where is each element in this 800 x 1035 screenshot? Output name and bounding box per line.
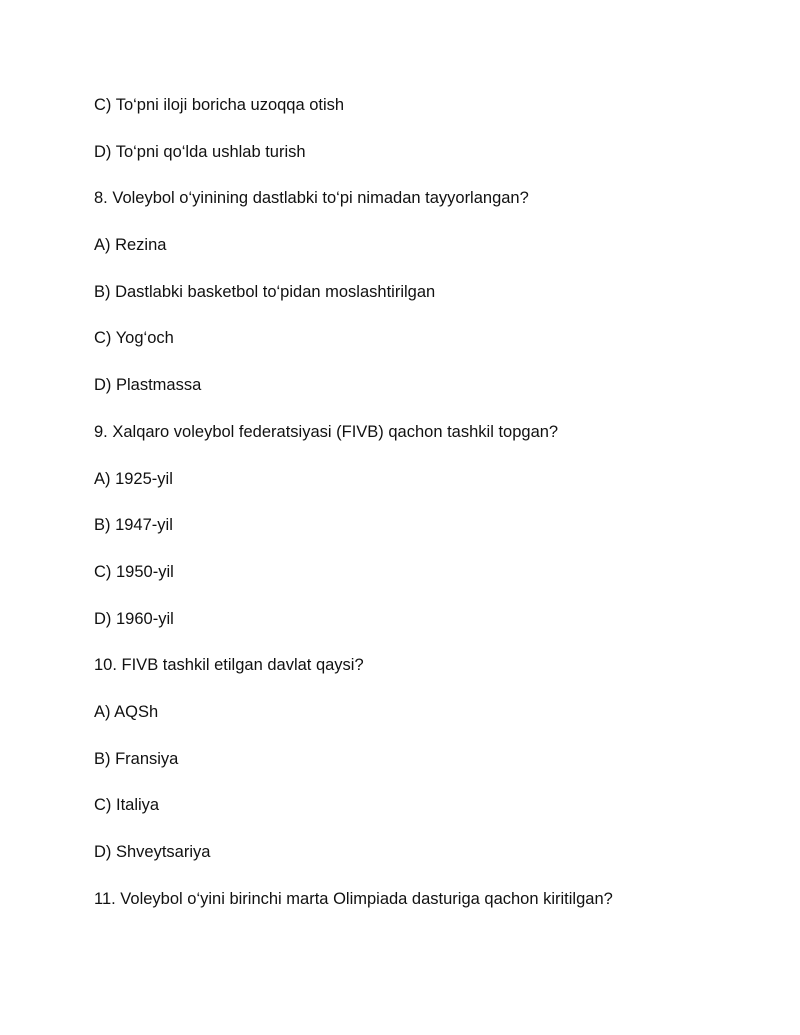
answer-option-8b: B) Dastlabki basketbol to‘pidan moslashtirilgan [94, 282, 436, 301]
question-11: 11. Voleybol o‘yini birinchi marta Olimpiada dasturiga qachon kiritilgan? [94, 889, 613, 908]
answer-option-9c: C) 1950-yil [94, 562, 174, 581]
quiz-text [94, 93, 774, 933]
question-9: 9. Xalqaro voleybol federatsiyasi (FIVB) qachon tashkil topgan? [94, 422, 559, 441]
answer-option-8a: A) Rezina [94, 236, 167, 255]
answer-option-7c: C) To‘pni iloji boricha uzoqqa otish [94, 96, 345, 114]
answer-option-7d: D) To‘pni qo‘lda ushlab turish [94, 142, 306, 161]
answer-option-10c: C) Italiya [94, 796, 160, 815]
answer-option-8d: D) Plastmassa [94, 376, 202, 395]
answer-option-9b: B) 1947-yil [94, 516, 173, 535]
answer-option-10a: A) AQSh [94, 702, 159, 721]
answer-option-10d: D) Shveytsariya [94, 843, 211, 861]
answer-option-10b: B) Fransiya [94, 749, 179, 768]
question-10: 10. FIVB tashkil etilgan davlat qaysi? [94, 656, 364, 675]
question-8: 8. Voleybol o‘yinining dastlabki to‘pi nimadan tayyorlangan? [94, 189, 529, 208]
answer-option-9d: D) 1960-yil [94, 609, 174, 628]
answer-option-9a: A) 1925-yil [94, 469, 173, 488]
answer-option-8c: C) Yog‘och [94, 329, 174, 348]
